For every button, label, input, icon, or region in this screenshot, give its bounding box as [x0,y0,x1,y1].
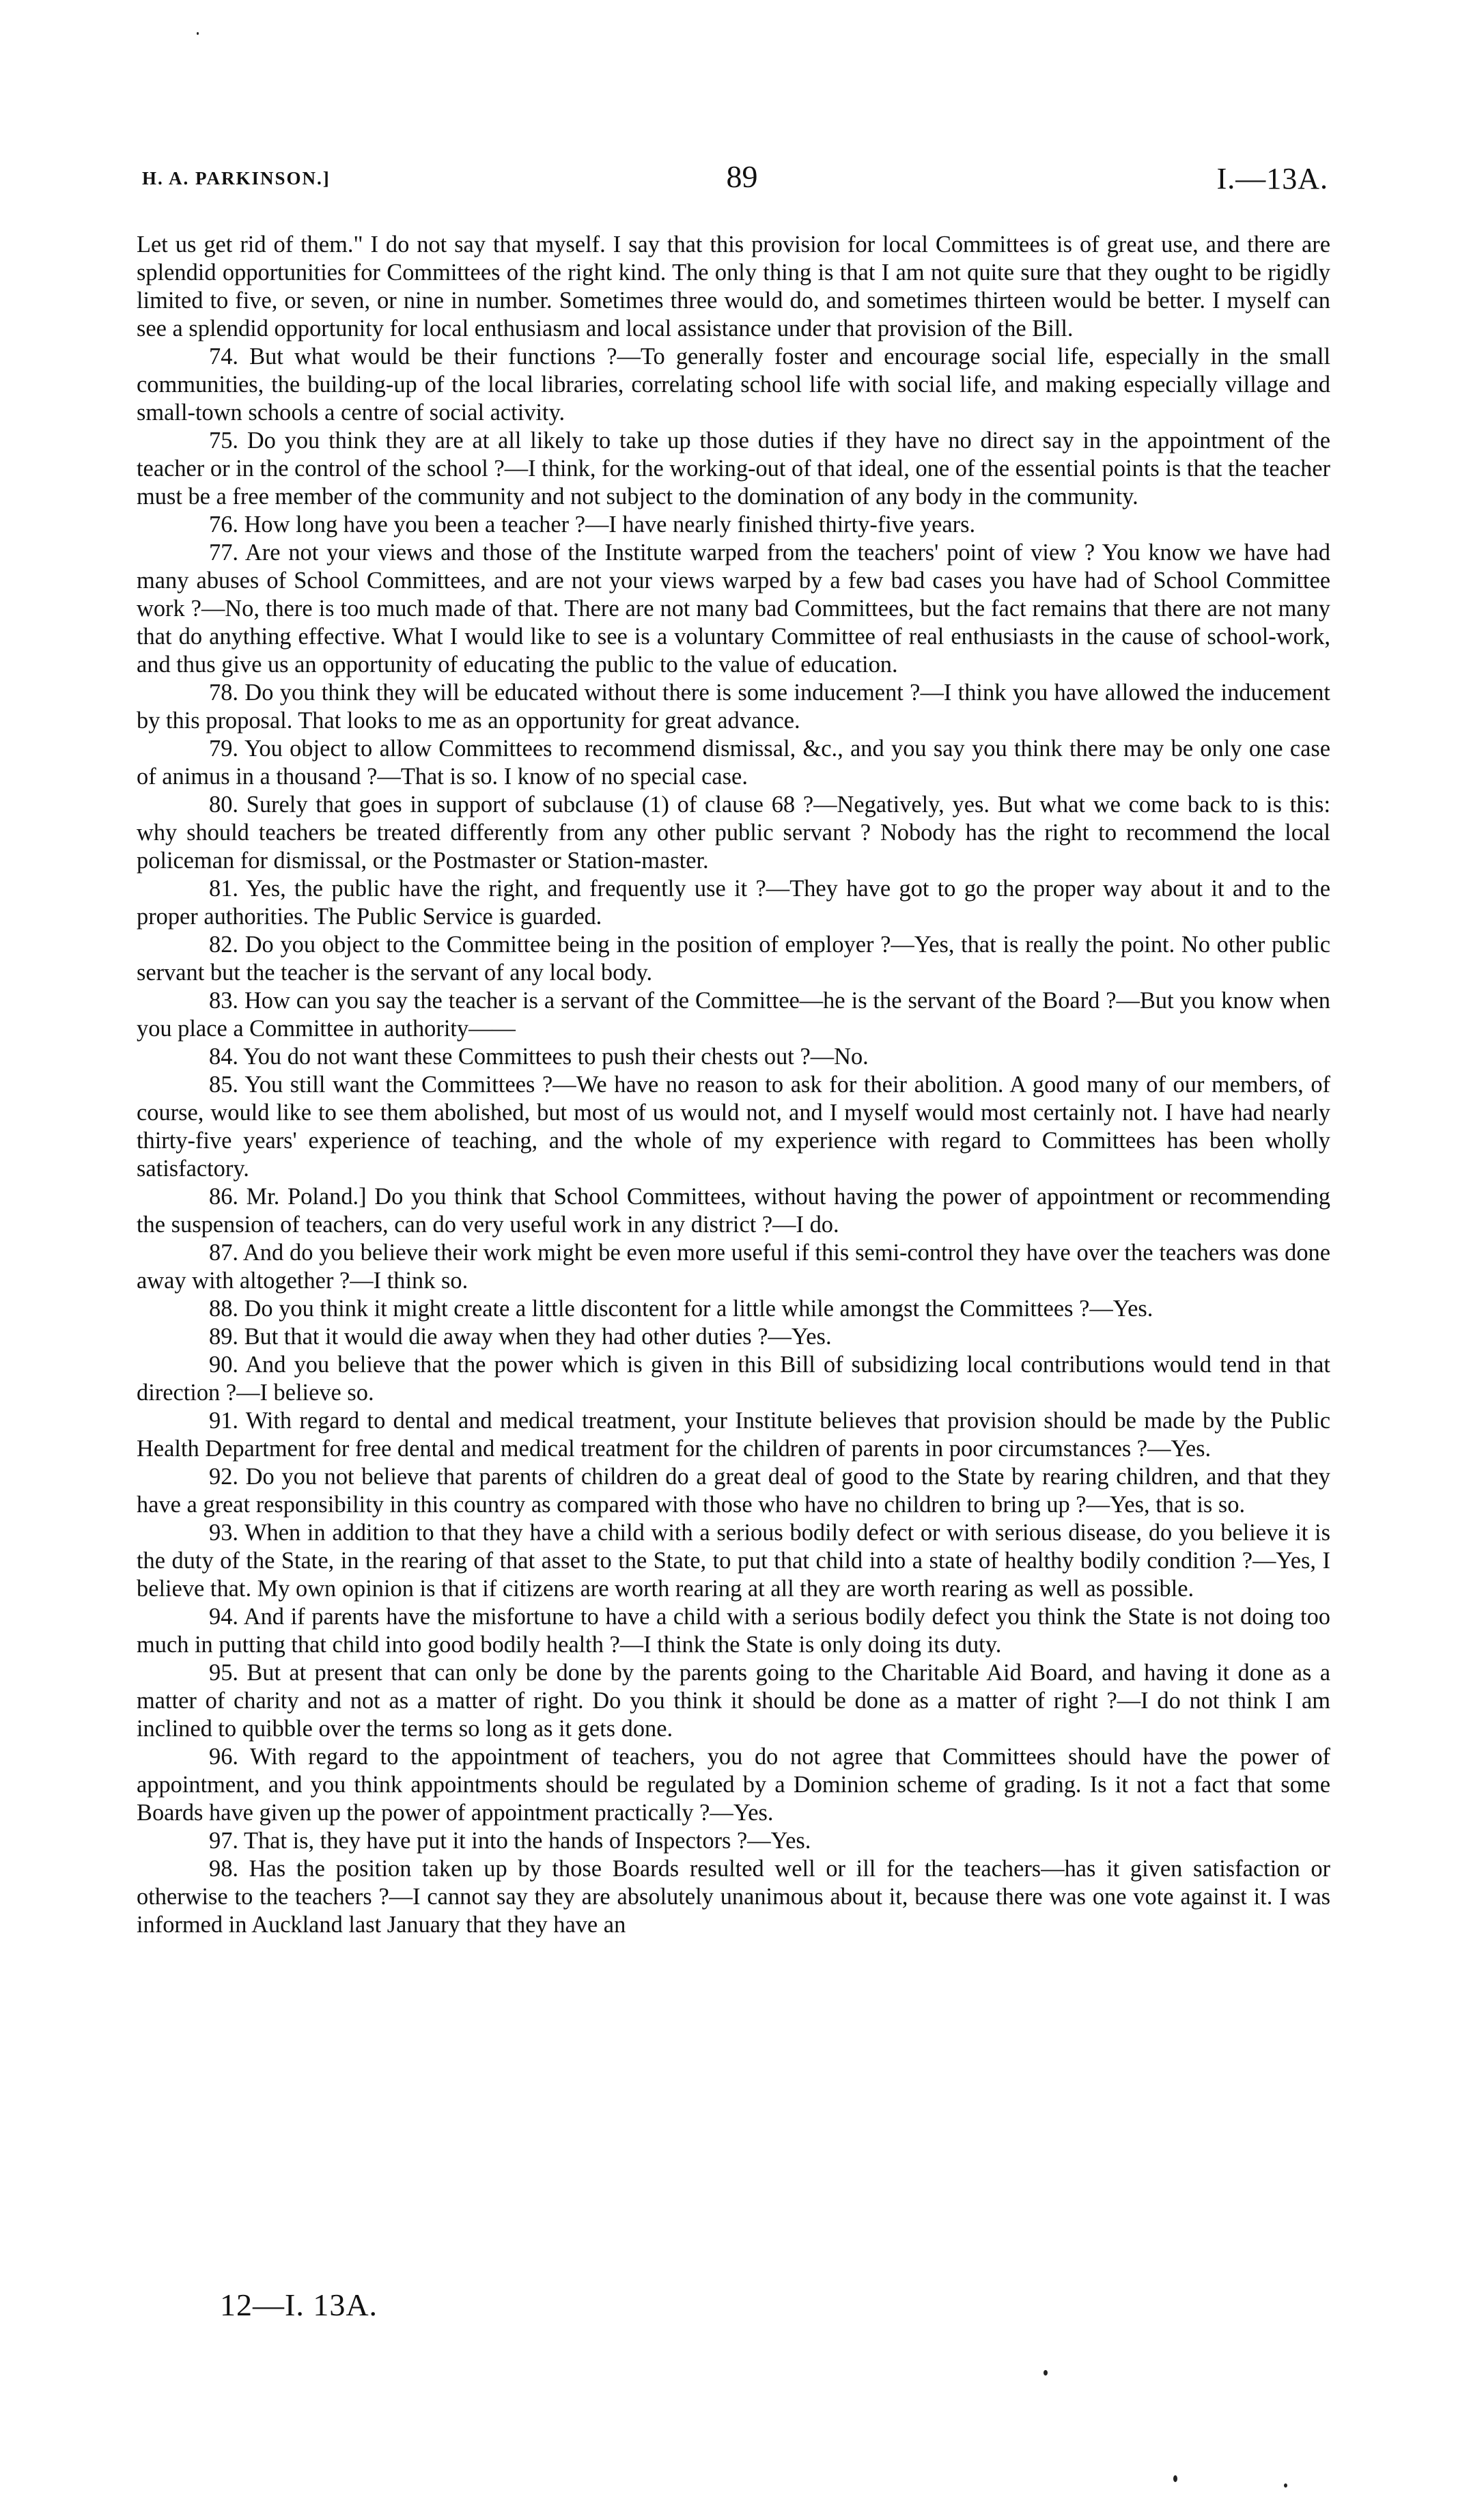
question-91: 91. With regard to dental and medical treatment, your Institute believes that provision should be made by the Public Health Department for free dental and medical treatment for the children of parents in poor circumstances ?—Yes. [137,1408,1330,1462]
page-number: 89 [726,159,758,194]
question-89: 89. But that it would die away when they had other duties ?—Yes. [209,1324,832,1350]
question-81: 81. Yes, the public have the right, and frequently use it ?—They have got to go the proper way about it and to the proper authorities. The Public Service is guarded. [137,876,1330,930]
question-86: 86. Mr. Poland.] Do you think that School Committees, without having the power of appointment or recommending the suspension of teachers, can do very useful work in any district ?—I do. [137,1184,1330,1238]
question-74: 74. But what would be their functions ?—To generally foster and encourage social life, especially in the small communities, the building-up of the local libraries, correlating school life with social life, and making especially village and small-town schools a centre of social activity. [137,344,1330,426]
question-87: 87. And do you believe their work might be even more useful if this semi-control they have over the teachers was done away with altogether ?—I think so. [137,1240,1330,1294]
question-98: 98. Has the position taken up by those Boards resulted well or ill for the teachers—has it given satisfaction or otherwise to the teachers ?—I cannot say they are absolutely unanimous about it, because there was one vote against it. I was informed in Auckland last January that they have an [137,1856,1330,1938]
scan-speck [1044,2370,1048,2376]
scan-speck [1284,2483,1287,2488]
question-97: 97. That is, they have put it into the hands of Inspectors ?—Yes. [209,1828,811,1854]
question-92: 92. Do you not believe that parents of children do a great deal of good to the State by rearing children, and that they have a great responsibility in this country as compared with those who have no children to bring up ?—Yes, that is so. [137,1464,1330,1518]
question-95: 95. But at present that can only be done by the parents going to the Charitable Aid Board, and having it done as a matter of charity and not as a matter of right. Do you think it should be done as a matter of right ?—I do not think I am inclined to quibble over the terms so long as it gets done. [137,1660,1330,1742]
header-document-ref: I.—13A. [1216,162,1328,195]
signature-mark: 12—I. 13A. [220,2287,378,2322]
scan-speck [197,32,199,35]
paragraph-continued: Let us get rid of them." I do not say that myself. I say that this provision for local Committees is of great use, and there are splendid opportunities for Committees of the right kind. The only thing is that I am not quite sure that they ought to be rigidly limited to five, or seven, or nine in number. Sometimes three would do, and sometimes thirteen would be better. I myself can see a splendid opportunity for local enthusiasm and local assistance under that provision of the Bill. [137,232,1330,342]
question-77: 77. Are not your views and those of the Institute warped from the teachers' point of view ? You know we have had many abuses of School Committees, and are not your views warped by a few bad cases you have had of School Committee work ?—No, there is too much made of that. There are not many bad Committees, but the fact remains that there are not many that do anything effective. What I would like to see is a voluntary Committee of real enthusiasts in the cause of school-work, and thus give us an opportunity of educating the public to the value of education. [137,540,1330,678]
question-85: 85. You still want the Committees ?—We have no reason to ask for their abolition. A good many of our members, of course, would like to see them abolished, but most of us would not, and I myself would most certainly not. I have had nearly thirty-five years' experience of teaching, and the whole of my experience with regard to Committees has been wholly satisfactory. [137,1072,1330,1182]
question-96: 96. With regard to the appointment of teachers, you do not agree that Committees should have the power of appointment, and you think appointments should be regulated by a Dominion scheme of grading. Is it not a fact that some Boards have given up the power of appointment practically ?—Yes. [137,1744,1330,1826]
document-body [137,231,1330,1939]
question-82: 82. Do you object to the Committee being in the position of employer ?—Yes, that is really the point. No other public servant but the teacher is the servant of any local body. [137,932,1330,986]
question-80: 80. Surely that goes in support of subclause (1) of clause 68 ?—Negatively, yes. But what we come back to is this: why should teachers be treated differently from any other public servant ? Nobody has the right to recommend the local policeman for dismissal, or the Postmaster or Station-master. [137,792,1330,874]
question-76: 76. How long have you been a teacher ?—I have nearly finished thirty-five years. [209,512,976,538]
question-84: 84. You do not want these Committees to push their chests out ?—No. [209,1044,869,1070]
header-witness-name: H. A. PARKINSON.] [142,168,331,189]
question-83: 83. How can you say the teacher is a servant of the Committee—he is the servant of the Board ?—But you know when you place a Committee in authority—— [137,988,1330,1042]
question-78: 78. Do you think they will be educated without there is some inducement ?—I think you have allowed the inducement by this proposal. That looks to me as an opportunity for great advance. [137,680,1330,734]
question-90: 90. And you believe that the power which is given in this Bill of subsidizing local contributions would tend in that direction ?—I believe so. [137,1352,1330,1406]
page-header [137,156,1347,197]
question-79: 79. You object to allow Committees to recommend dismissal, &c., and you say you think there may be only one case of animus in a thousand ?—That is so. I know of no special case. [137,736,1330,790]
question-93: 93. When in addition to that they have a child with a serious bodily defect or with serious disease, do you believe it is the duty of the State, in the rearing of that asset to the State, to put that child into a state of healthy bodily condition ?—Yes, I believe that. My own opinion is that if citizens are worth rearing at all they are worth rearing as well as possible. [137,1520,1330,1602]
question-75: 75. Do you think they are at all likely to take up those duties if they have no direct say in the appointment of the teacher or in the control of the school ?—I think, for the working-out of that ideal, one of the essential points is that the teacher must be a free member of the community and not subject to the domination of any body in the community. [137,428,1330,510]
scan-speck [1173,2475,1177,2482]
question-88: 88. Do you think it might create a little discontent for a little while amongst the Committees ?—Yes. [209,1296,1153,1322]
question-94: 94. And if parents have the misfortune to have a child with a serious bodily defect you think the State is not doing too much in putting that child into good bodily health ?—I think the State is only doing its duty. [137,1604,1330,1658]
